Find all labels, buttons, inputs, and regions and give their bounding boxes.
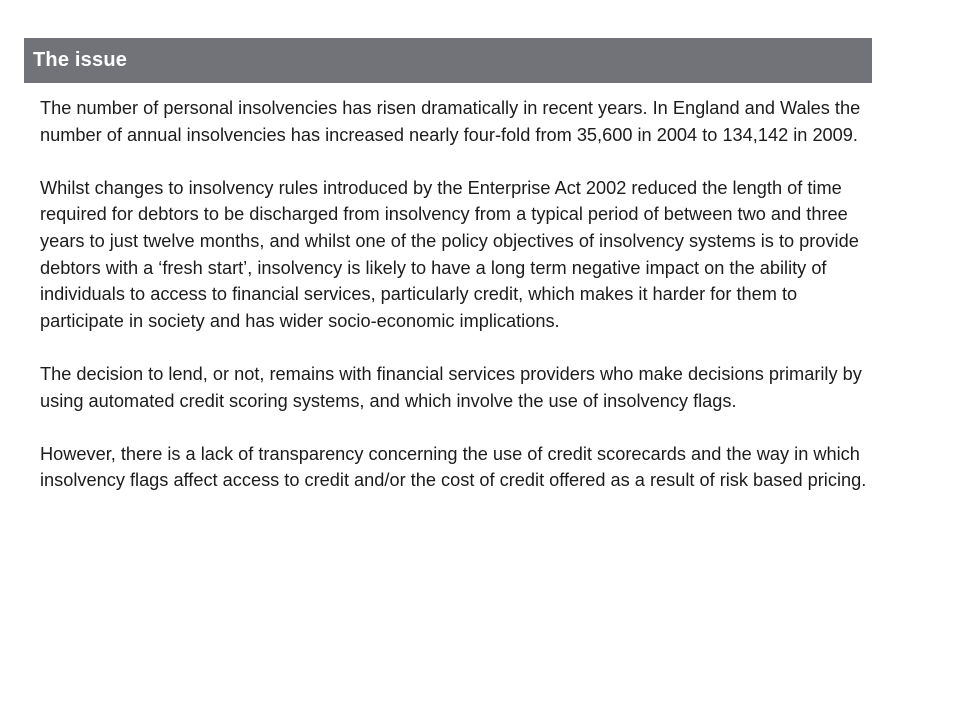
paragraph-lending-decision: The decision to lend, or not, remains with financial services providers who make decisions primarily by using automated credit scoring systems, and which involve the use of insolvency flags. xyxy=(40,363,862,411)
section-header-bar xyxy=(24,38,872,83)
section-title: The issue xyxy=(33,49,128,71)
paragraph-enterprise-act-impact: Whilst changes to insolvency rules introduced by the Enterprise Act 2002 reduced the length of time required for debtors to be discharged from insolvency from a typical period of between two and three years to just twelve months, and whilst one of the policy objectives of insolvency systems is to provide debtors with a ‘fresh start’, insolvency is likely to have a long term negative impact on the ability of individuals to access to financial services, particularly credit, which makes it harder for them to participate in society and has wider socio-economic implications. xyxy=(40,177,859,331)
paragraph-transparency-concern: However, there is a lack of transparency concerning the use of credit scorecards and the way in which insolvency flags affect access to credit and/or the cost of credit offered as a result of risk based pricing. xyxy=(40,443,867,491)
paragraph-insolvency-statistics: The number of personal insolvencies has risen dramatically in recent years. In England and Wales the number of annual insolvencies has increased nearly four-fold from 35,600 in 2004 to 134,142 in 2009. xyxy=(40,98,861,145)
body-text xyxy=(40,95,870,521)
